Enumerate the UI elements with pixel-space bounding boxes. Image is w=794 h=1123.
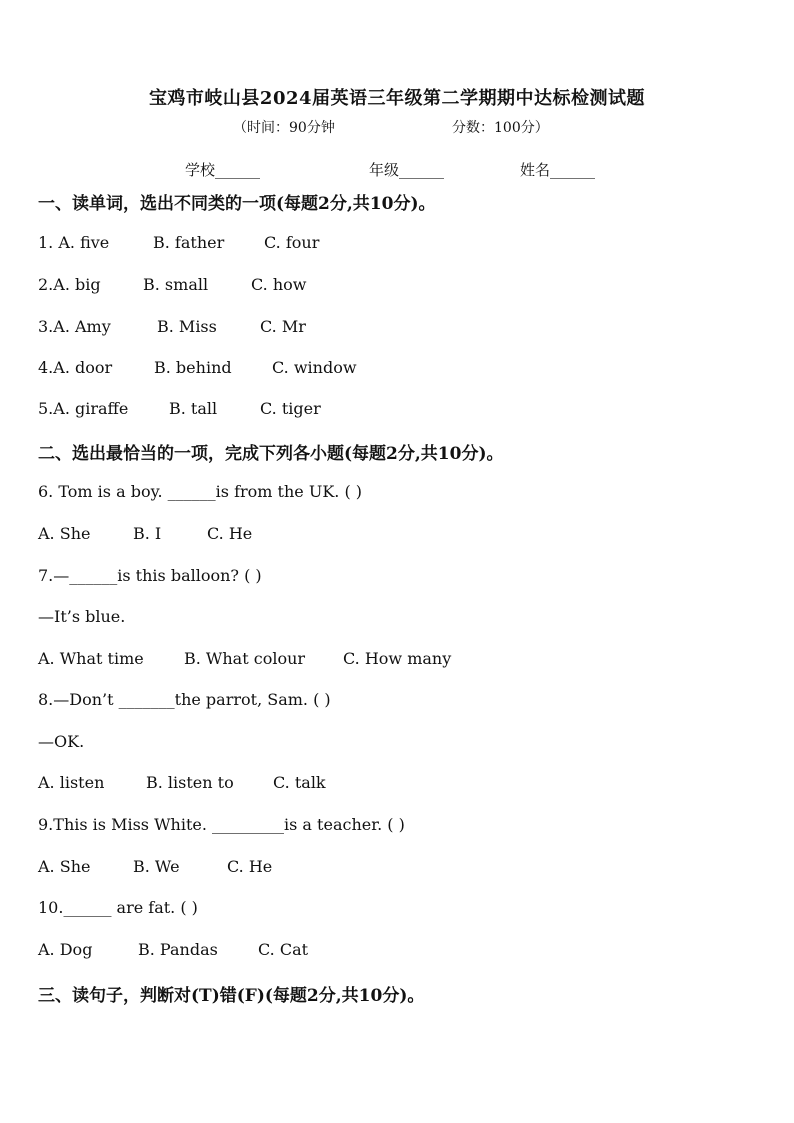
q7-option-b: B. What colour [184, 649, 306, 668]
q7-reply: —It’s blue. [38, 607, 126, 626]
section-3-heading: 三、读句子，判断对(T)错(F)(每题2分,共10分)。 [38, 986, 425, 1006]
q9-option-c: C. He [227, 857, 273, 876]
q6-option-b: B. I [133, 524, 162, 543]
q3-option-b: B. Miss [157, 317, 217, 336]
q4-option-b: B. behind [154, 358, 232, 377]
q10-option-a: A. Dog [38, 940, 93, 959]
q5-option-a: 5.A. giraffe [38, 399, 129, 418]
q9-option-a: A. She [38, 857, 91, 876]
q1-option-b: B. father [153, 233, 225, 252]
q4-option-c: C. window [272, 358, 357, 377]
q7-option-a: A. What time [38, 649, 144, 668]
q8-option-c: C. talk [273, 773, 326, 792]
q3-option-a: 3.A. Amy [38, 317, 111, 336]
q1-option-a: 1. A. five [38, 233, 110, 252]
exam-time: （时间：90分钟 [233, 120, 335, 136]
q8-stem: 8.—Don’t _______the parrot, Sam. ( ) [38, 690, 331, 709]
q8-option-a: A. listen [38, 773, 105, 792]
q6-option-a: A. She [38, 524, 91, 543]
q10-option-c: C. Cat [258, 940, 309, 959]
grade-field: 年级______ [369, 161, 445, 179]
q2-option-a: 2.A. big [38, 275, 101, 294]
q9-option-b: B. We [133, 857, 180, 876]
exam-score: 分数：100分） [452, 120, 549, 136]
name-field: 姓名______ [520, 161, 596, 179]
q2-option-c: C. how [251, 275, 307, 294]
q5-option-c: C. tiger [260, 399, 321, 418]
q5-option-b: B. tall [169, 399, 218, 418]
q1-option-c: C. four [264, 233, 320, 252]
q4-option-a: 4.A. door [38, 358, 113, 377]
q2-option-b: B. small [143, 275, 209, 294]
school-field: 学校______ [185, 161, 261, 179]
q6-option-c: C. He [207, 524, 253, 543]
page-title: 宝鸡市岐山县2024届英语三年级第二学期期中达标检测试题 [148, 88, 646, 109]
q3-option-c: C. Mr [260, 317, 306, 336]
q10-option-b: B. Pandas [138, 940, 218, 959]
section-2-heading: 二、选出最恰当的一项，完成下列各小题(每题2分,共10分)。 [38, 444, 504, 464]
q8-reply: —OK. [38, 732, 85, 751]
q8-option-b: B. listen to [146, 773, 234, 792]
section-1-heading: 一、读单词，选出不同类的一项(每题2分,共10分)。 [38, 194, 436, 214]
q6-stem: 6. Tom is a boy. ______is from the UK. ( ) [38, 482, 363, 501]
q9-stem: 9.This is Miss White. _________is a teacher. ( ) [38, 815, 405, 834]
q7-option-c: C. How many [343, 649, 452, 668]
q7-stem: 7.—______is this balloon? ( ) [38, 566, 262, 585]
q10-stem: 10.______ are fat. ( ) [38, 898, 198, 917]
